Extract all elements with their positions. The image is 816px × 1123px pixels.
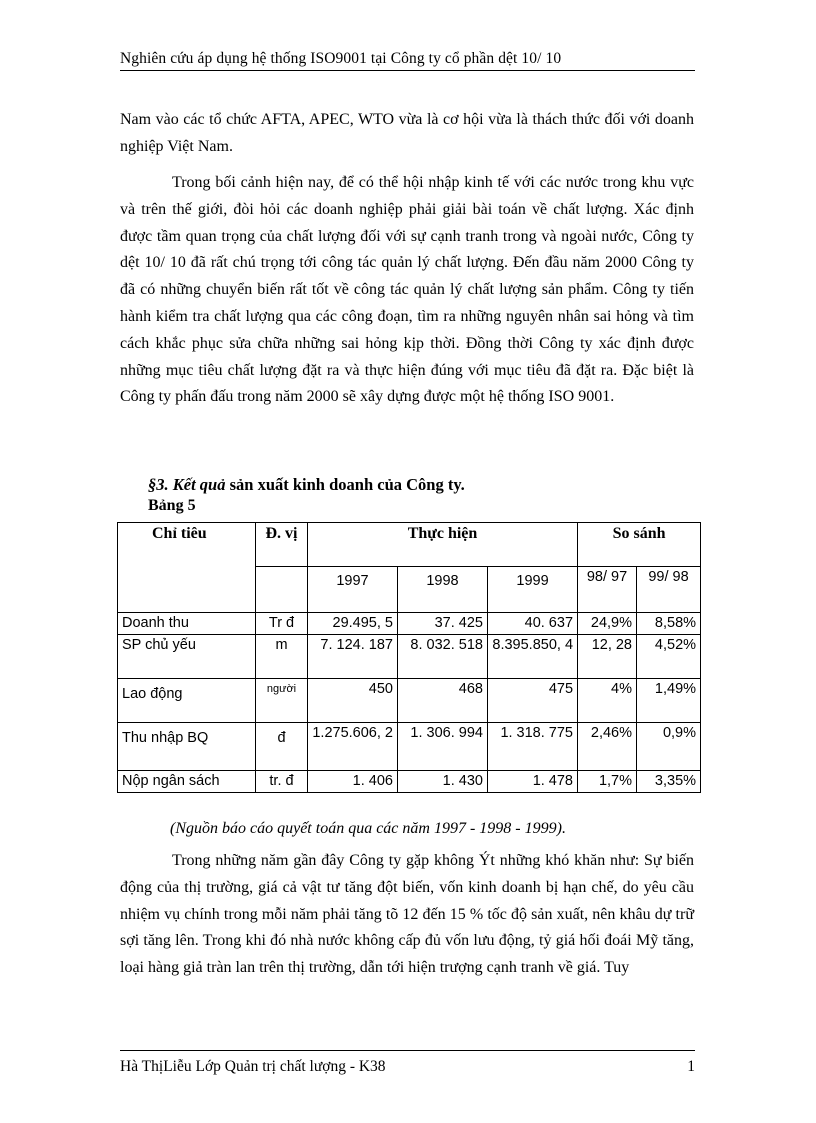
paragraph-3: Trong những năm gần đây Công ty gặp không Ýt những khó khăn như: Sự biến động của thị trường, giá cả vật tư tăng đột biến, vốn kinh doanh bị hạn chế, do yêu cầu nhiệm vụ chính trong mỗi năm phải tăng tõ 12 đến 15 % tốc độ sản xuất, nên khâu dự trữ sợi tăng lên. Trong khi đó nhà nước không cấp đủ vốn lưu động, tỷ giá hối đoái Mỹ tăng, loại hàng giả tràn lan trên thị trường, dẫn tới hiện trượng cạnh tranh về giá. Tuy <box>120 852 694 977</box>
row-1998: 468 <box>398 679 488 723</box>
header-thuc-hien: Thực hiện <box>308 523 578 567</box>
row-99-98: 3,35% <box>637 771 701 793</box>
table-source-note: (Nguồn báo cáo quyết toán qua các năm 1997 - 1998 - 1999). <box>170 820 566 837</box>
header-1998: 1998 <box>398 567 488 613</box>
row-99-98: 1,49% <box>637 679 701 723</box>
row-98-97: 12, 28 <box>578 635 637 679</box>
table-header-row <box>118 523 701 567</box>
header-so-sanh: So sánh <box>578 523 701 567</box>
row-98-97: 24,9% <box>578 613 637 635</box>
paragraph-1: Nam vào các tổ chức AFTA, APEC, WTO vừa là cơ hội vừa là thách thức đối với doanh nghiệp Việt Nam. <box>120 111 694 155</box>
row-1999: 1. 478 <box>488 771 578 793</box>
row-1998: 1. 430 <box>398 771 488 793</box>
row-1999: 40. 637 <box>488 613 578 635</box>
section-title: sản xuất kinh doanh của Công ty. <box>225 475 465 494</box>
row-99-98: 4,52% <box>637 635 701 679</box>
header-unit: Đ. vị <box>256 523 308 567</box>
table-row <box>118 635 701 679</box>
row-1999: 1. 318. 775 <box>488 723 578 771</box>
row-unit: m <box>256 635 308 679</box>
header-unit-blank <box>256 567 308 613</box>
header-title: Nghiên cứu áp dụng hệ thống ISO9001 tại Công ty cổ phần dệt 10/ 10 <box>120 50 562 67</box>
row-99-98: 0,9% <box>637 723 701 771</box>
row-unit: tr. đ <box>256 771 308 793</box>
table-row <box>118 723 701 771</box>
footer-author: Hà ThịLiễu Lớp Quản trị chất lượng - K38 <box>120 1058 386 1075</box>
row-99-98: 8,58% <box>637 613 701 635</box>
row-98-97: 2,46% <box>578 723 637 771</box>
page-footer <box>120 1050 695 1077</box>
row-name: Nộp ngân sách <box>118 771 256 793</box>
header-98-97: 98/ 97 <box>578 567 637 613</box>
row-98-97: 1,7% <box>578 771 637 793</box>
row-name: Doanh thu <box>118 613 256 635</box>
table-row <box>118 771 701 793</box>
paragraph-2: Trong bối cảnh hiện nay, để có thể hội nhập kinh tế với các nước trong khu vực và trên thế giới, đòi hỏi các doanh nghiệp phải giải bài toán về chất lượng. Xác định được tầm quan trọng của chất lượng đối với sự cạnh tranh trong và ngoài nước, Công ty dệt 10/ 10 đã rất chú trọng tới công tác quản lý chất lượng. Đến đầu năm 2000 Công ty đã có những chuyển biến rất tốt về công tác quản lý chất lượng sản phẩm. Công ty tiến hành kiểm tra chất lượng qua các công đoạn, tìm ra những nguyên nhân sai hỏng và tìm cách khắc phục sửa chữa những sai hỏng kịp thời. Đồng thời Công ty xác định được những mục tiêu chất lượng đặt ra và thực hiện đúng với mục tiêu đã đặt ra. Đặc biệt là Công ty phấn đấu trong năm 2000 sẽ xây dựng được một hệ thống ISO 9001. <box>120 174 694 406</box>
row-98-97: 4% <box>578 679 637 723</box>
row-unit: người <box>256 679 308 723</box>
row-1997: 29.495, 5 <box>308 613 398 635</box>
page-header <box>120 50 695 71</box>
table-row <box>118 679 701 723</box>
row-unit: Tr đ <box>256 613 308 635</box>
table-caption: Bảng 5 <box>148 497 196 514</box>
header-99-98: 99/ 98 <box>637 567 701 613</box>
header-1997: 1997 <box>308 567 398 613</box>
row-1998: 37. 425 <box>398 613 488 635</box>
row-1998: 8. 032. 518 <box>398 635 488 679</box>
row-1997: 1.275.606, 2 <box>308 723 398 771</box>
row-name: SP chủ yếu <box>118 635 256 679</box>
row-1997: 1. 406 <box>308 771 398 793</box>
row-1999: 8.395.850, 4 <box>488 635 578 679</box>
section-heading <box>148 474 465 496</box>
row-unit: đ <box>256 723 308 771</box>
row-1999: 475 <box>488 679 578 723</box>
row-1998: 1. 306. 994 <box>398 723 488 771</box>
page-number: 1 <box>687 1058 695 1075</box>
results-table <box>117 522 701 793</box>
row-name: Thu nhập BQ <box>118 723 256 771</box>
section-number: §3. Kết quả <box>148 475 226 494</box>
row-name: Lao động <box>118 679 256 723</box>
row-1997: 450 <box>308 679 398 723</box>
header-1999: 1999 <box>488 567 578 613</box>
header-chi-tieu: Chỉ tiêu <box>118 523 256 613</box>
row-1997: 7. 124. 187 <box>308 635 398 679</box>
table-row <box>118 613 701 635</box>
